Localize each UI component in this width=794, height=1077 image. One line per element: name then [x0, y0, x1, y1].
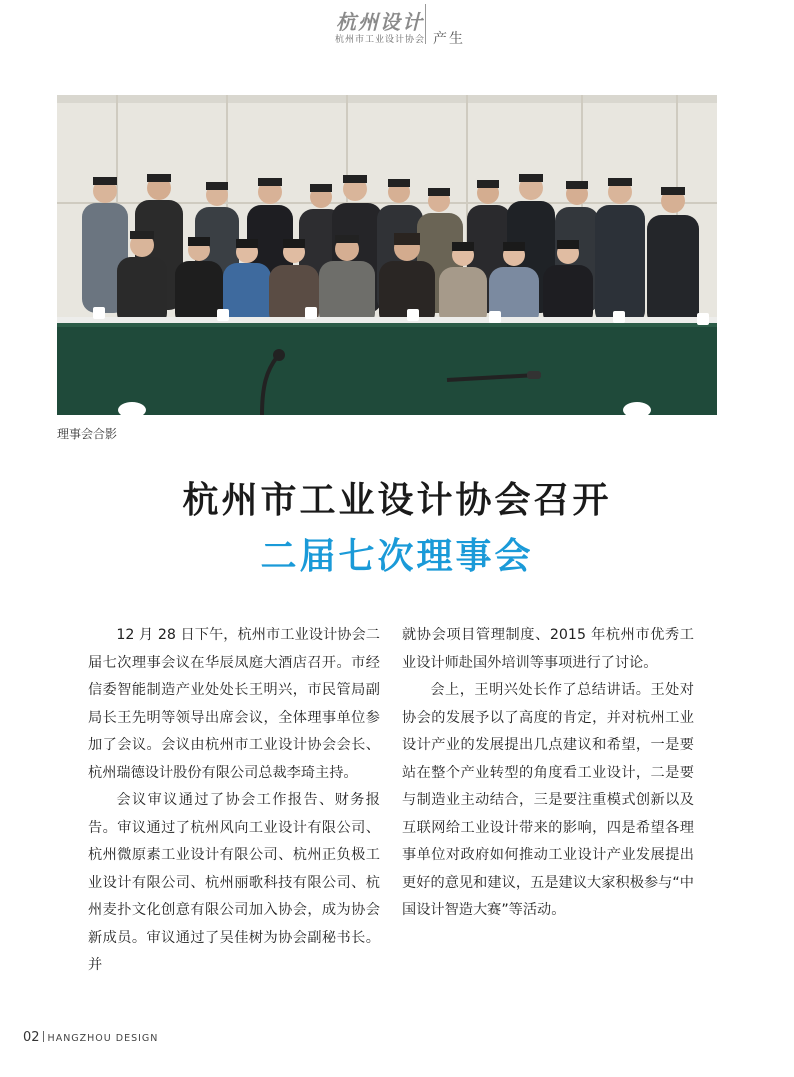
- section-label: 产生: [433, 31, 465, 47]
- paragraph: 会上，王明兴处长作了总结讲话。王处对协会的发展予以了高度的肯定，并对杭州工业设计产业的发展提出几点建议和希望，一是要站在整个产业转型的角度看工业设计，二是要与制造业主动结合，三是要注重模式创新以及互联网给工业设计带来的影响，四是希望各理事单位对政府如何推动工业设计产业发展提出更好的意见和建议，五是建议大家积极参与“中国设计智造大赛”等活动。: [402, 682, 694, 918]
- magazine-logo: [330, 10, 430, 46]
- paragraph: 会议审议通过了协会工作报告、财务报告。审议通过了杭州风向工业设计有限公司、杭州微原素工业设计有限公司、杭州正负极工业设计有限公司、杭州丽歌科技有限公司、杭州麦扑文化创意有限公司加入协会，成为协会新成员。审议通过了吴佳树为协会副秘书长。并: [88, 792, 380, 973]
- photo-caption: 理事会合影: [57, 427, 118, 441]
- logo-subtitle: 杭州市工业设计协会: [334, 35, 425, 45]
- magazine-name: HANGZHOU DESIGN: [47, 1033, 159, 1044]
- paragraph: 12 月 28 日下午，杭州市工业设计协会二届七次理事会议在华辰凤庭大酒店召开。市经信委智能制造产业处处长王明兴，市民管局副局长王先明等领导出席会议，全体理事单位参加了会议。会议由杭州市工业设计协会会长、杭州瑞德设计股份有限公司总裁李琦主持。: [88, 627, 380, 781]
- page-footer: [23, 1030, 158, 1045]
- article-column-left: [88, 622, 380, 980]
- logo-script-text: 杭州设计: [336, 10, 424, 34]
- article-column-right: [402, 622, 694, 925]
- article-title-line2: 二届七次理事会: [260, 536, 534, 577]
- footer-divider: [43, 1031, 44, 1042]
- group-photo: [57, 95, 717, 415]
- header-divider: [425, 4, 426, 44]
- article-title-line1: 杭州市工业设计协会召开: [182, 480, 612, 521]
- paragraph: 就协会项目管理制度、2015 年杭州市优秀工业设计师赴国外培训等事项进行了讨论。: [402, 627, 694, 671]
- page-number: 02: [23, 1030, 40, 1045]
